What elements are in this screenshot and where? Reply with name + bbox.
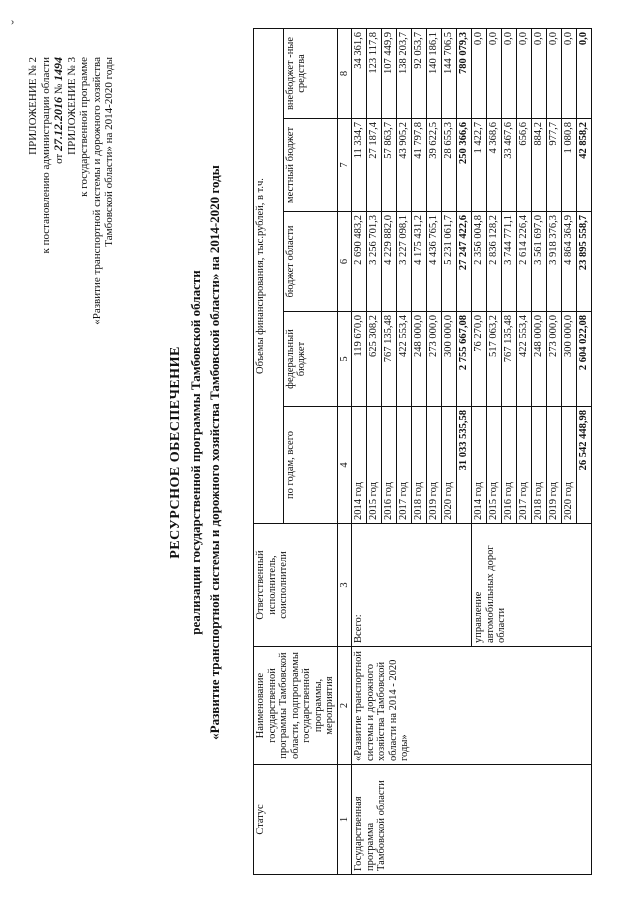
table-body <box>352 29 592 875</box>
federal-cell: 273 000,0 <box>427 312 442 407</box>
sum-regional-cell: 23 895 558,7 <box>577 212 592 312</box>
sum-extra-cell: 780 079,3 <box>457 29 472 119</box>
table-row <box>352 29 367 875</box>
appendix-line2: к постановлению администрации области <box>39 57 52 254</box>
extra-cell: 0,0 <box>532 29 547 119</box>
regional-cell: 4 175 431,2 <box>412 212 427 312</box>
local-cell: 1 080,8 <box>562 119 577 212</box>
handwritten-date: 27.12.2016 <box>51 97 65 151</box>
local-cell: 4 368,6 <box>487 119 502 212</box>
extra-cell: 0,0 <box>547 29 562 119</box>
extra-cell: 34 361,6 <box>352 29 367 119</box>
local-cell: 656,6 <box>517 119 532 212</box>
regional-cell: 3 561 697,0 <box>532 212 547 312</box>
federal-cell: 76 270,0 <box>472 312 487 407</box>
appendix-line7: Тамбовской области» на 2014-2020 годы <box>103 57 115 247</box>
regional-cell: 3 256 701,3 <box>367 212 382 312</box>
local-cell: 33 467,6 <box>502 119 517 212</box>
column-index-row <box>337 29 352 875</box>
extra-cell: 0,0 <box>517 29 532 119</box>
header-name: Наименование государственной программы Тамбовской области, подпрограммы государственной программы, мероприятия <box>254 647 338 765</box>
regional-cell: 4 436 765,1 <box>427 212 442 312</box>
local-cell: 884,2 <box>532 119 547 212</box>
regional-cell: 4 229 882,0 <box>382 212 397 312</box>
local-cell: 39 622,5 <box>427 119 442 212</box>
col-index: 7 <box>337 119 352 212</box>
federal-cell: 422 553,4 <box>517 312 532 407</box>
federal-cell: 767 135,48 <box>502 312 517 407</box>
regional-cell: 5 231 061,7 <box>442 212 457 312</box>
sum-total-cell: 26 542 448,98 <box>577 407 592 524</box>
header-executor: Ответственный исполнитель, соисполнители <box>254 524 338 647</box>
year-cell: 2015 год <box>367 407 382 524</box>
extra-cell: 144 706,5 <box>442 29 457 119</box>
col-index: 1 <box>337 765 352 875</box>
col-index: 8 <box>337 29 352 119</box>
pen-mark-icon: ˇ <box>10 20 25 25</box>
handwritten-number: 1494 <box>51 57 65 81</box>
year-cell: 2017 год <box>517 407 532 524</box>
local-cell: 28 655,3 <box>442 119 457 212</box>
appendix-line4: ПРИЛОЖЕНИЕ № 3 <box>65 57 78 155</box>
extra-cell: 140 186,1 <box>427 29 442 119</box>
date-prefix: от <box>53 153 65 164</box>
extra-cell: 138 203,7 <box>397 29 412 119</box>
appendix-line5: к государственной программе <box>78 57 90 197</box>
sum-extra-cell: 0,0 <box>577 29 592 119</box>
year-cell: 2016 год <box>502 407 517 524</box>
document-title <box>168 0 223 905</box>
appendix-line6: «Развитие транспортной системы и дорожного хозяйства <box>90 57 103 325</box>
federal-cell: 300 000,0 <box>442 312 457 407</box>
year-cell: 2020 год <box>442 407 457 524</box>
extra-cell: 123 117,8 <box>367 29 382 119</box>
sum-total-cell: 31 033 535,58 <box>457 407 472 524</box>
federal-cell: 273 000,0 <box>547 312 562 407</box>
local-cell: 57 863,7 <box>382 119 397 212</box>
extra-cell: 0,0 <box>502 29 517 119</box>
year-cell: 2018 год <box>532 407 547 524</box>
sum-local-cell: 250 366,6 <box>457 119 472 212</box>
header-extra: внебюджет -ные средства <box>283 29 337 119</box>
regional-cell: 3 918 376,3 <box>547 212 562 312</box>
col-index: 2 <box>337 647 352 765</box>
col-index: 3 <box>337 524 352 647</box>
header-status: Статус <box>254 765 338 875</box>
regional-cell: 2 690 483,2 <box>352 212 367 312</box>
appendix-date-line <box>52 57 66 325</box>
federal-cell: 300 000,0 <box>562 312 577 407</box>
extra-cell: 107 449,9 <box>382 29 397 119</box>
year-cell: 2019 год <box>427 407 442 524</box>
header-federal: федеральный бюджет <box>283 312 337 407</box>
year-cell: 2020 год <box>562 407 577 524</box>
federal-cell: 248 000,0 <box>532 312 547 407</box>
local-cell: 977,7 <box>547 119 562 212</box>
col-index: 5 <box>337 312 352 407</box>
regional-cell: 2 836 128,2 <box>487 212 502 312</box>
year-cell: 2019 год <box>547 407 562 524</box>
federal-cell: 517 063,2 <box>487 312 502 407</box>
title-line1: РЕСУРСНОЕ ОБЕСПЕЧЕНИЕ <box>168 346 183 559</box>
regional-cell: 3 227 098,1 <box>397 212 412 312</box>
program-name-cell: «Развитие транспортной системы и дорожного хозяйства Тамбовской области на 2014 - 2020 годы» <box>352 647 592 765</box>
title-line3: «Развитие транспортной системы и дорожного хозяйства Тамбовской области» на 2014-2020 годы <box>207 165 222 740</box>
sum-regional-cell: 27 247 422,6 <box>457 212 472 312</box>
col-index: 4 <box>337 407 352 524</box>
executor-cell: Всего: <box>352 524 472 647</box>
local-cell: 1 422,7 <box>472 119 487 212</box>
year-cell: 2015 год <box>487 407 502 524</box>
regional-cell: 4 864 364,9 <box>562 212 577 312</box>
federal-cell: 248 000,0 <box>412 312 427 407</box>
extra-cell: 0,0 <box>472 29 487 119</box>
status-cell: Государственная программа Тамбовской области <box>352 765 592 875</box>
regional-cell: 2 614 226,4 <box>517 212 532 312</box>
sum-local-cell: 42 858,2 <box>577 119 592 212</box>
title-line2: реализации государственной программы Тамбовской области <box>188 270 203 635</box>
federal-cell: 422 553,4 <box>397 312 412 407</box>
header-total: по годам, всего <box>283 407 337 524</box>
col-index: 6 <box>337 212 352 312</box>
year-cell: 2018 год <box>412 407 427 524</box>
federal-cell: 119 670,0 <box>352 312 367 407</box>
appendix-block <box>27 57 116 325</box>
regional-cell: 3 744 771,1 <box>502 212 517 312</box>
extra-cell: 0,0 <box>562 29 577 119</box>
extra-cell: 0,0 <box>487 29 502 119</box>
federal-cell: 767 135,48 <box>382 312 397 407</box>
extra-cell: 92 053,7 <box>412 29 427 119</box>
header-volumes: Объемы финансирования, тыс.рублей, в т.ч. <box>254 29 284 524</box>
header-regional: бюджет области <box>283 212 337 312</box>
local-cell: 41 797,8 <box>412 119 427 212</box>
sum-federal-cell: 2 755 667,08 <box>457 312 472 407</box>
local-cell: 11 334,7 <box>352 119 367 212</box>
local-cell: 27 187,4 <box>367 119 382 212</box>
year-cell: 2014 год <box>352 407 367 524</box>
regional-cell: 2 356 004,8 <box>472 212 487 312</box>
resource-table <box>253 28 592 875</box>
sum-federal-cell: 2 604 022,08 <box>577 312 592 407</box>
year-cell: 2014 год <box>472 407 487 524</box>
year-cell: 2017 год <box>397 407 412 524</box>
header-local: местный бюджет <box>283 119 337 212</box>
executor-cell: управление автомобильных дорог области <box>472 524 592 647</box>
local-cell: 43 905,2 <box>397 119 412 212</box>
number-prefix: № <box>53 83 65 95</box>
year-cell: 2016 год <box>382 407 397 524</box>
federal-cell: 625 308,2 <box>367 312 382 407</box>
appendix-line1: ПРИЛОЖЕНИЕ № 2 <box>27 57 39 155</box>
